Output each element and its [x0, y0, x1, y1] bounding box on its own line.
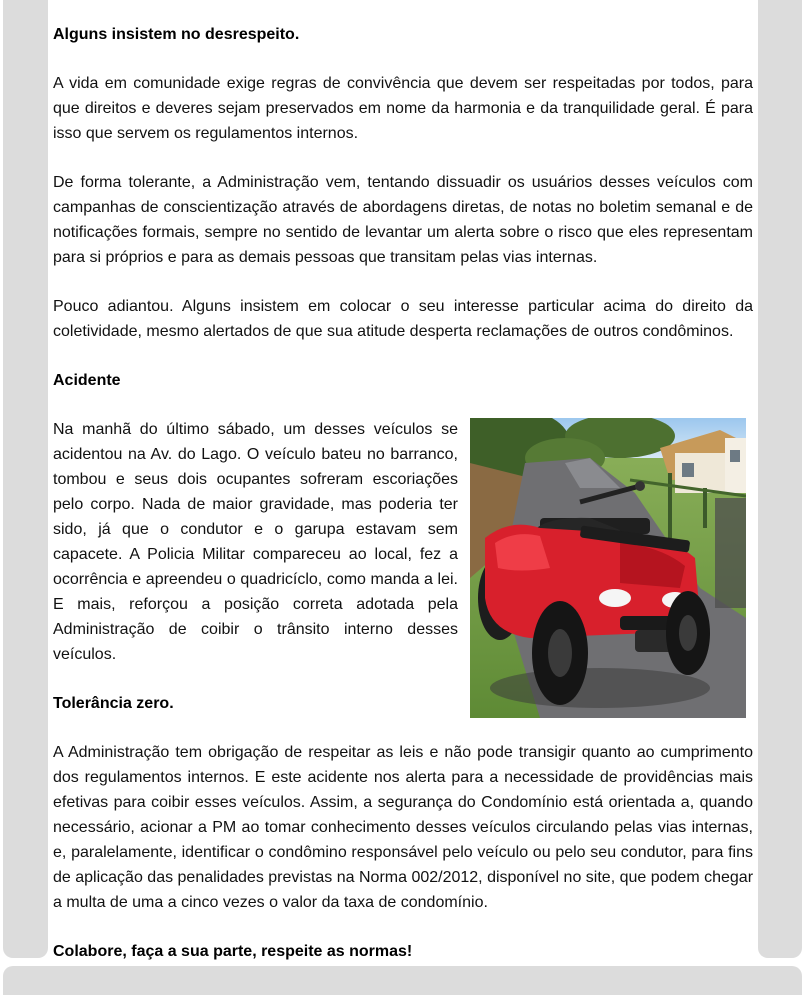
heading-zero-tolerance: Tolerância zero.: [53, 695, 174, 712]
right-side-bar: [758, 0, 802, 958]
heading-collaborate: Colabore, faça a sua parte, respeite as normas!: [53, 943, 413, 960]
article-content: [53, 22, 753, 988]
left-side-bar: [3, 0, 48, 958]
paragraph-enforcement: A Administração tem obrigação de respeitar as leis e não pode transigir quanto ao cumprimento dos regulamentos internos. E este acidente nos alerta para a necessidade de providências mais efetivas para coibir esses veículos. Assim, a segurança do Condomínio está orientada a, quando necessário, acionar a PM ao tomar conhecimento desses veículos circulando pelas vias internas, e, paralelamente, identificar o condômino responsável pelo veículo ou pelo seu condutor, para fins de aplicação das penalidades previstas na Norma 002/2012, disponível no site, que podem chegar a multa de uma a cinco vezes o valor da taxa de condomínio.: [53, 744, 754, 911]
paragraph-community-rules: A vida em comunidade exige regras de convivência que devem ser respeitadas por todos, para que direitos e deveres sejam preservados em nome da harmonia e da tranquilidade geral. É para isso que servem os regulamentos internos.: [53, 75, 753, 142]
paragraph-accident-report: Na manhã do último sábado, um desses veículos se acidentou na Av. do Lago. O veículo bateu no barranco, tombou e seus dois ocupantes sofreram escoriações pelo corpo. Nada de maior gravidade, mas poderia ter sido, já que o condutor e o garupa estavam sem capacete. A Policia Militar compareceu ao local, fez a ocorrência e apreendeu o quadricíclo, como manda a lei. E mais, reforçou a posição correta adotada pela Administração de coibir o trânsito interno desses veículos.: [53, 421, 458, 663]
paragraph-little-effect: Pouco adiantou. Alguns insistem em colocar o seu interesse particular acima do direito da coletividade, mesmo alertados de que sua atitude desperta reclamações de outros condôminos.: [53, 298, 753, 340]
paragraph-administration-campaign: De forma tolerante, a Administração vem, tentando dissuadir os usuários desses veículos com campanhas de conscientização através de abordagens diretas, de notas no boletim semanal e de notificações formais, sempre no sentido de levantar um alerta sobre o risco que eles representam para si próprios e para as demais pessoas que transitam pelas vias internas.: [53, 174, 753, 266]
heading-accident: Acidente: [53, 372, 121, 389]
heading-disrespect: Alguns insistem no desrespeito.: [53, 26, 300, 43]
quad-bike-photo: [470, 418, 746, 718]
